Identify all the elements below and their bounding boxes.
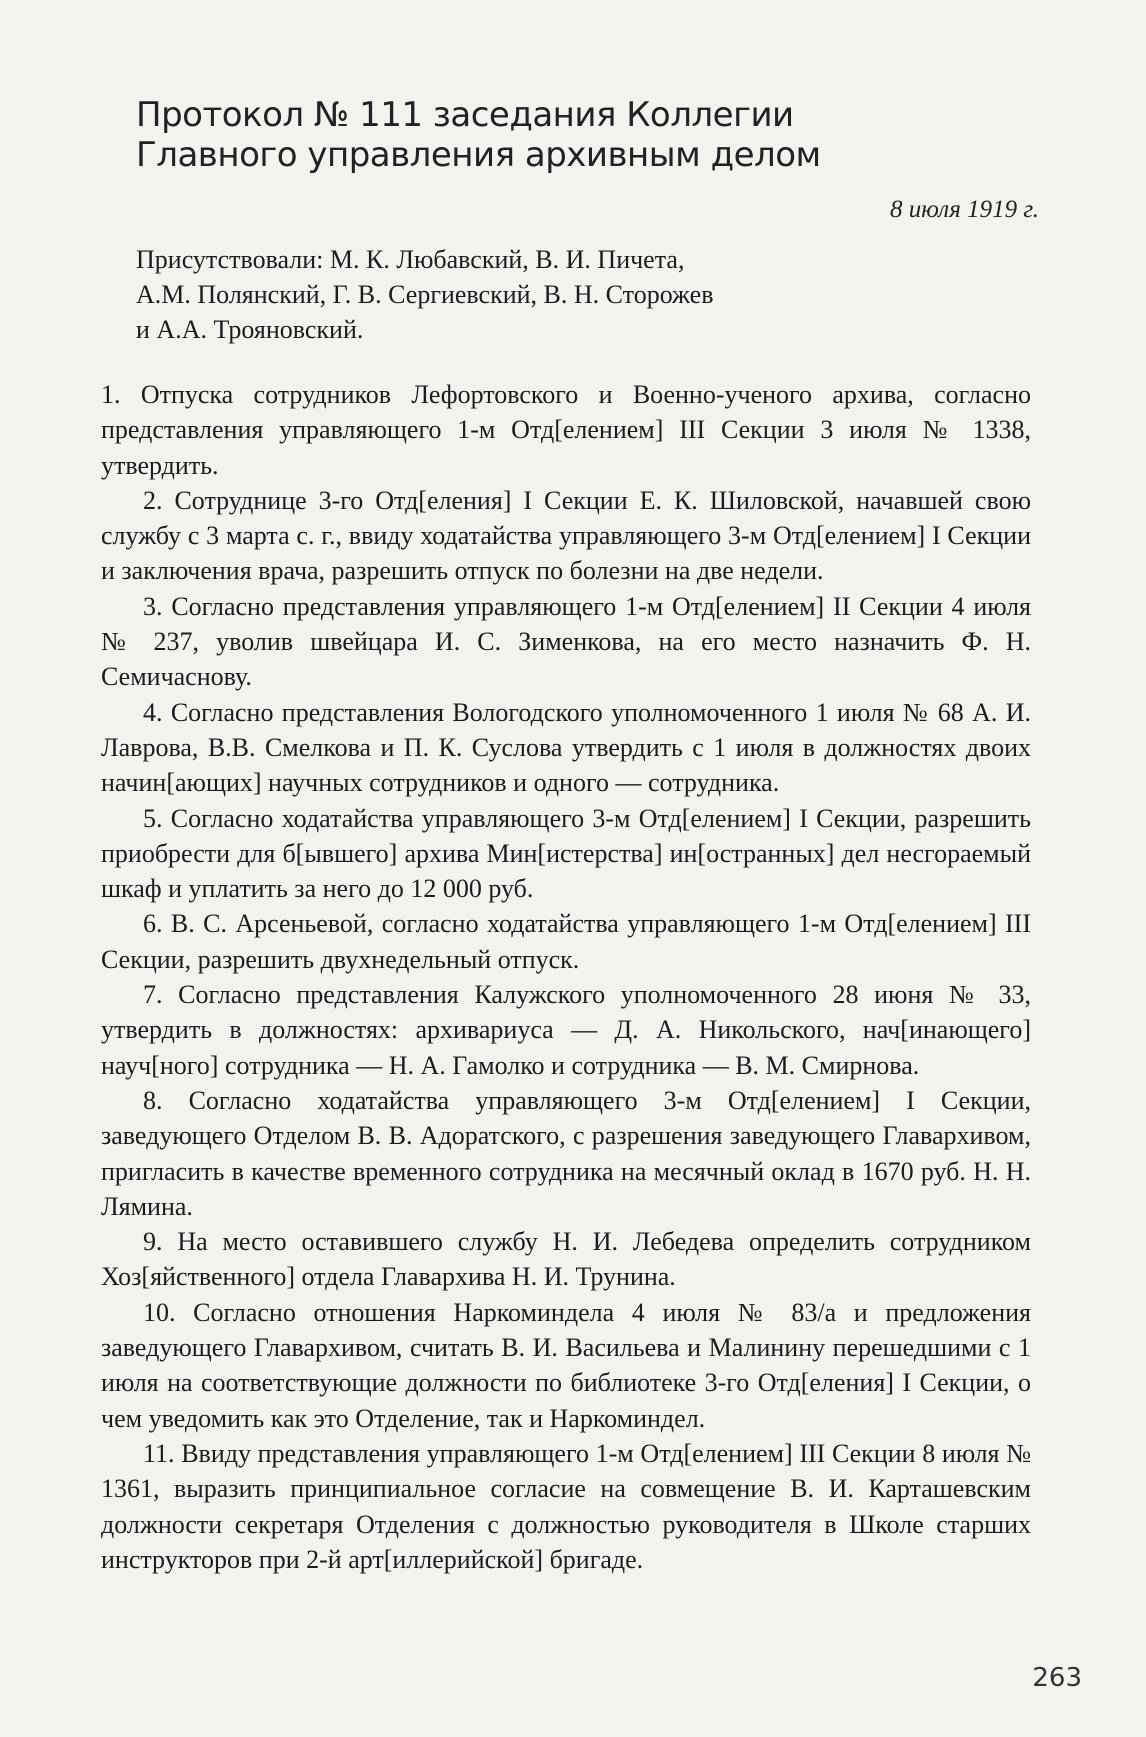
protocol-items bbox=[101, 377, 1031, 1577]
item-2: 2. Сотруднице 3-го Отд[еления] I Секции Е. К. Шиловской, начавшей свою службу с 3 марта с. г., ввиду ходатайства управляющего 3-м Отд[елением] I Секции и заключения врача, разрешить отпуск по болезни на две недели. bbox=[101, 485, 1031, 586]
protocol-date: 8 июля 1919 г. bbox=[890, 196, 1039, 223]
item-5: 5. Согласно ходатайства управляющего 3-м Отд[елением] I Секции, разрешить приобрести для б[ывшего] архива Мин[истерства] ин[остранных] дел несгораемый шкаф и уплатить за него до 12 000 руб. bbox=[101, 803, 1031, 904]
attendees-line-1: Присутствовали: М. К. Любавский, В. И. Пичета, bbox=[136, 245, 685, 274]
attendees-line-2: А.М. Полянский, Г. В. Сергиевский, В. Н. Сторожев bbox=[136, 280, 714, 309]
title-line-1: Протокол № 111 заседания Коллегии bbox=[136, 95, 794, 135]
item-3: 3. Согласно представления управляющего 1-м Отд[елением] II Секции 4 июля № 237, уволив швейцара И. С. Зименкова, на его место назначить Ф. Н. Семичаснову. bbox=[101, 591, 1031, 692]
item-4: 4. Согласно представления Вологодского уполномоченного 1 июля № 68 А. И. Лаврова, В.В. Смелкова и П. К. Суслова утвердить с 1 июля в должностях двоих начин[ающих] научных сотрудников и одного — сотрудника. bbox=[101, 697, 1031, 798]
item-7: 7. Согласно представления Калужского уполномоченного 28 июня № 33, утвердить в должностях: архивариуса — Д. А. Никольского, нач[инающего] науч[ного] сотрудника — Н. А. Гамолко и сотрудника — В. М. Смирнова. bbox=[101, 980, 1031, 1080]
item-11: 11. Ввиду представления управляющего 1-м Отд[елением] III Секции 8 июля № 1361, выразить принципиальное согласие на совмещение В. И. Карташевским должности секретаря Отделения с должностью руководителя в Школе старших инструкторов при 2-й арт[иллерийской] бригаде. bbox=[101, 1438, 1031, 1574]
item-9: 9. На место оставившего службу Н. И. Лебедева определить сотрудником Хоз[яйственного] отдела Главархива Н. И. Трунина. bbox=[101, 1227, 1031, 1292]
page-number: 263 bbox=[1032, 1663, 1082, 1693]
title-line-2: Главного управления архивным делом bbox=[136, 135, 821, 175]
item-10: 10. Согласно отношения Наркоминдела 4 июля № 83/а и предложения заведующего Главархивом, считать В. И. Васильева и Малинину перешедшими с 1 июля на соответствующие должности по библиотеке 3-го Отд[еления] I Секции, о чем уведомить как это Отделение, так и Наркоминдел. bbox=[101, 1297, 1031, 1433]
attendees bbox=[136, 242, 1036, 347]
protocol-title bbox=[136, 95, 1036, 175]
item-6: 6. В. С. Арсеньевой, согласно ходатайства управляющего 1-м Отд[елением] III Секции, разрешить двухнедельный отпуск. bbox=[101, 909, 1031, 974]
attendees-line-3: и А.А. Трояновский. bbox=[136, 315, 364, 344]
item-8: 8. Согласно ходатайства управляющего 3-м Отд[елением] I Секции, заведующего Отделом В. В. Адоратского, с разрешения заведующего Главархивом, пригласить в качестве временного сотрудника на месячный оклад в 1670 руб. Н. Н. Лямина. bbox=[101, 1085, 1031, 1221]
item-1: 1. Отпуска сотрудников Лефортовского и Военно-ученого архива, согласно представления управляющего 1-м Отд[елением] III Секции 3 июля № 1338, утвердить. bbox=[101, 380, 1031, 480]
